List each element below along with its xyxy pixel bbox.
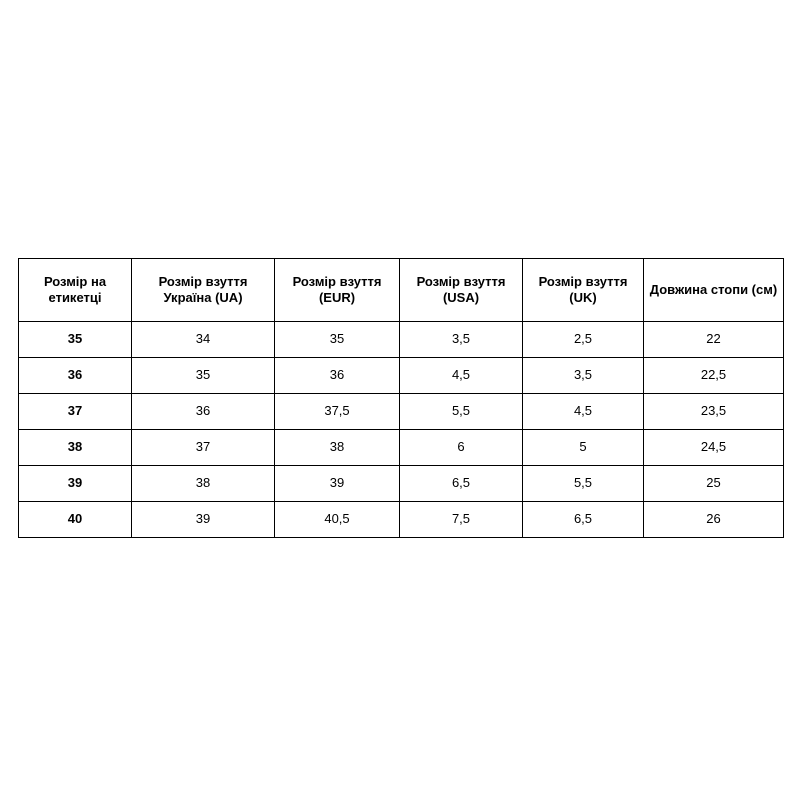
cell-uk-size: 5	[523, 430, 644, 466]
size-chart-table	[18, 258, 784, 538]
table-row	[19, 430, 784, 466]
cell-eur-size: 40,5	[275, 502, 400, 538]
cell-ua-size: 34	[132, 322, 275, 358]
cell-foot-length: 24,5	[644, 430, 784, 466]
cell-eur-size: 39	[275, 466, 400, 502]
column-header-label-size: Розмір на етикетці	[19, 259, 132, 322]
cell-eur-size: 37,5	[275, 394, 400, 430]
column-header-eur-size: Розмір взуття (EUR)	[275, 259, 400, 322]
table-header-row	[19, 259, 784, 322]
cell-eur-size: 36	[275, 358, 400, 394]
cell-usa-size: 7,5	[400, 502, 523, 538]
cell-foot-length: 23,5	[644, 394, 784, 430]
cell-foot-length: 26	[644, 502, 784, 538]
cell-foot-length: 22	[644, 322, 784, 358]
cell-usa-size: 6	[400, 430, 523, 466]
cell-uk-size: 3,5	[523, 358, 644, 394]
table-row	[19, 466, 784, 502]
cell-uk-size: 4,5	[523, 394, 644, 430]
column-header-ua-size: Розмір взуття Україна (UA)	[132, 259, 275, 322]
cell-uk-size: 2,5	[523, 322, 644, 358]
cell-usa-size: 3,5	[400, 322, 523, 358]
cell-label-size: 35	[19, 322, 132, 358]
cell-ua-size: 38	[132, 466, 275, 502]
cell-eur-size: 38	[275, 430, 400, 466]
cell-foot-length: 25	[644, 466, 784, 502]
cell-foot-length: 22,5	[644, 358, 784, 394]
table-row	[19, 322, 784, 358]
cell-ua-size: 39	[132, 502, 275, 538]
cell-label-size: 40	[19, 502, 132, 538]
column-header-foot-length: Довжина стопи (см)	[644, 259, 784, 322]
cell-ua-size: 35	[132, 358, 275, 394]
cell-label-size: 36	[19, 358, 132, 394]
column-header-usa-size: Розмір взуття (USA)	[400, 259, 523, 322]
cell-uk-size: 5,5	[523, 466, 644, 502]
cell-usa-size: 4,5	[400, 358, 523, 394]
cell-label-size: 38	[19, 430, 132, 466]
cell-label-size: 37	[19, 394, 132, 430]
table-row	[19, 358, 784, 394]
table-row	[19, 394, 784, 430]
size-chart-container	[18, 258, 783, 538]
cell-ua-size: 36	[132, 394, 275, 430]
cell-uk-size: 6,5	[523, 502, 644, 538]
cell-ua-size: 37	[132, 430, 275, 466]
cell-usa-size: 6,5	[400, 466, 523, 502]
table-row	[19, 502, 784, 538]
cell-usa-size: 5,5	[400, 394, 523, 430]
cell-label-size: 39	[19, 466, 132, 502]
column-header-uk-size: Розмір взуття (UK)	[523, 259, 644, 322]
cell-eur-size: 35	[275, 322, 400, 358]
